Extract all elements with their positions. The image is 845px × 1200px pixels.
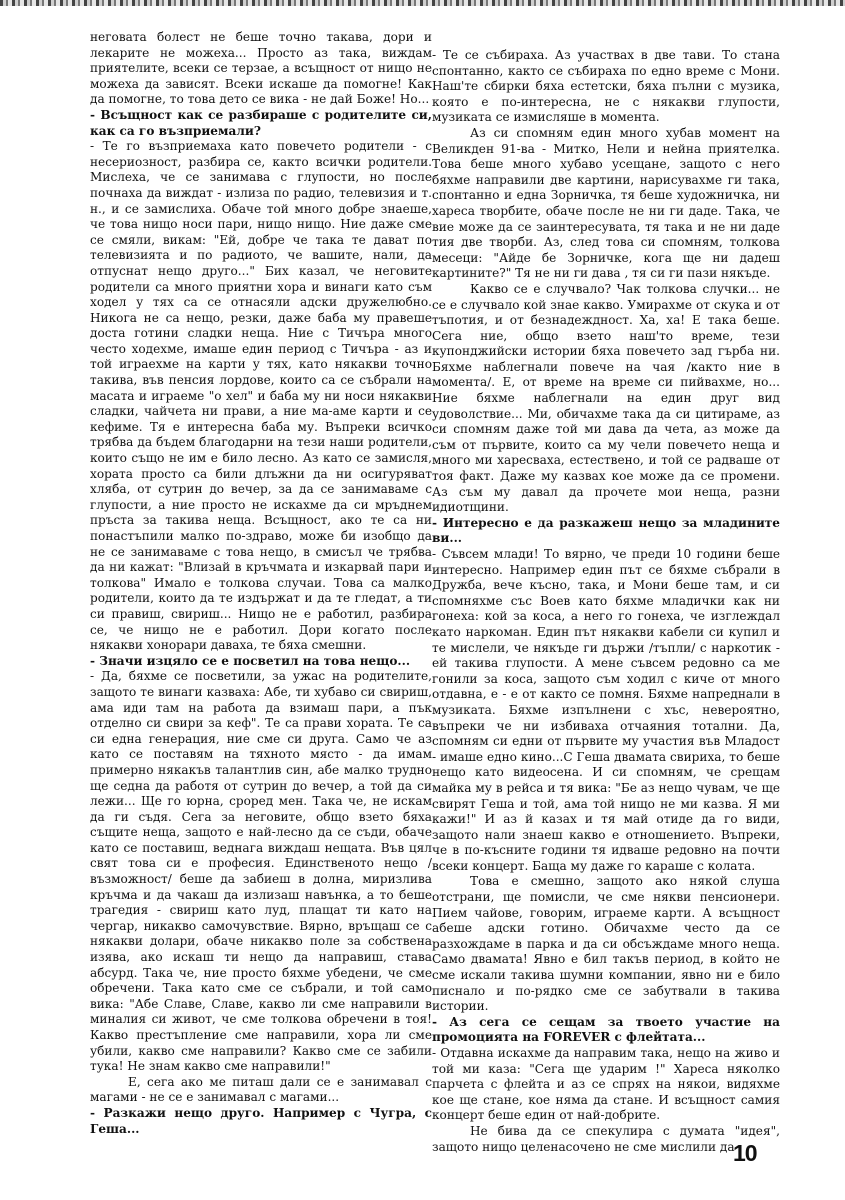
- answer-paragraph: Е, сега ако ме питаш дали се е занимавал с магами - не се е занимавал с магами...: [90, 1074, 432, 1105]
- interview-question: - Интересно е да разкажеш нещо за младините ви...: [432, 515, 780, 546]
- answer-paragraph: Какво се е случвало? Чак толкова случки... не се е случвало кой знае какво. Умирахме от скука и от тъпотия, и от безнадеждност. Ха, ха! Е така беше. Сега ние, общо взето наш'то време, тези купонджийски истории бяха повечето зад гърба ни. Бяхме наблегнали повече на чая /както ние в момента/. Е, от време на време си пийвахме, но... Ние бяхме наблегнали на един друг вид удоволствие... Ми, обичахме така да си цитираме, аз си спомням даже той ми дава да чета, аз може да съм от първите, които са му чели повечето неща и много ми харесваха, естествено, и той се радваше от тоя факт. Даже му казвах кое може да се промени. Аз съм му давал да прочете мои неща, разни идиотщини.: [432, 281, 780, 515]
- interview-question: - Аз сега се сещам за твоето участие на промоцията на FOREVER с флейтата...: [432, 1014, 780, 1045]
- answer-paragraph: - Да, бяхме се посветили, за ужас на родителите, защото те винаги казваха: Абе, ти хубаво си свириш, ама иди там на работа да взимаш пари, а пък отделно си свири за кеф". Те са прави хората. Те са си една генерация, ние сме си друга. Само че аз като се поставям на тяхното място - да имам примерно някакъв талантлив син, абе малко трудно ще седна да работя от сутрин до вечер, а той да си лежи... Ще го юрна, сроред мен. Така че, не искам да ги съдя. Сега за неговите, общо взето бяха същите неща, защото е най-лесно да се съди, обаче като се поставиш, веднага виждаш нещата. Във цял свят това си е професия. Единственото нещо /възможност/ беше да забиеш в долна, миризлива кръчма и да чакаш да излизаш навънка, а то беше трагедия - свириш като луд, плащат ти като на чергар, никакво самочувствие. Вярно, връщаш се с някакви долари, обаче никакво поле за собствена изява, ако искаш ти нещо да направиш, става абсурд. Така че, ние просто бяхме убедени, че сме обречени. Така като сме се събрали, и той само вика: "Абе Славе, Славе, какво ли сме направили в миналия си живот, че сме толкова обречени в тоя! Какво престъпление сме направили, хора ли сме убили, какво сме направили? Какво сме се забили тука! Не знам какво сме направили!": [90, 669, 432, 1074]
- left-text-column: [90, 30, 432, 1137]
- answer-paragraph: - Отдавна искахме да направим така, нещо на живо и той ми каза: "Сега ще ударим !" Хареса няколко парчета с флейта и аз се спрях на някои, видяхме кое ще стане, кое няма да стане. И всъщност самия концерт беше един от най-добрите.: [432, 1046, 780, 1123]
- scan-top-edge: [0, 0, 845, 6]
- interview-question: - Значи изцяло се е посветил на това нещо...: [90, 653, 411, 668]
- page-number: 10: [733, 1140, 757, 1166]
- right-text-column: [432, 48, 780, 1155]
- answer-paragraph: Не бива да се спекулира с думата "идея", защото нищо целенасочено не сме мислили да: [432, 1123, 780, 1154]
- answer-paragraph: - Те се събираха. Аз участвах в две тави. То стана спонтанно, както се събираха по едно време с Мони. Наш'те сбирки бяха естетски, бяха пълни с музика, която е по-интересна, не с някакви глупости, музиката се измисляше в момента.: [432, 48, 780, 125]
- answer-paragraph: неговата болест не беше точно такава, дори и лекарите не можеха... Просто аз така, виждам приятелите, всеки се терзае, а всъщност от нищо не можеха да зависят. Всеки искаше да помогне! Как да помогне, то това дето се вика - не дай Боже! Но...: [90, 30, 432, 107]
- answer-paragraph: - Те го възприемаха като повечето родители - с несериозност, разбира се, както всички родители. Мислеха, че се занимава с глупости, но после почнаха да виждат - излиза по радио, телевизия и т. н., и се замислиха. Обаче той много добре знаеше, че това нищо носи пари, нищо нищо. Ние даже сме се смяли, викам: "Ей, добре че така те дават по телевизията и по радиото, че вашите, нали, да отпуснат нещо друго..." Бих казал, че неговите родители са много приятни хора и винаги като съм ходел у тях са се отнасяли адски дружелюбно. Никога не са нещо, резки, даже баба му правеше доста готини сладки неща. Ние с Тичъра много често ходехме, имаше един период с Тичъра - аз и той играехме на карти у тях, като някакви точно такива, във пенсия лордове, които са се събрали на масата и играеме "о хел" и баба му ни носи някакви сладки, чайчета ни прави, а ние ма-аме карти и се кефиме. Тя е интересна баба му. Въпреки всичко трябва да бъдем благодарни на тези наши родители, които също не им е било лесно. Аз като се замисля, хората просто са били длъжни да ни осигуряват хляба, от сутрин до вечер, за да се занимаваме с глупости, а ние просто не искахме да си мръднем пръста за такива неща. Всъщност, ако те са ни понастъпили малко по-здраво, може би изобщо да не се занимаваме с това нещо, в смисъл че трябва да ни кажат: "Влизай в кръчмата и изкарвай пари и толкова" Имало е толкова случаи. Това са малко родители, които да те издържат и да те гледат, а ти си правиш, свириш... Нищо не е работил, разбира се, че нищо не е работил. Дори когато после някакви хонорари даваха, те бяха смешни.: [90, 139, 432, 653]
- answer-paragraph: - Съвсем млади! То вярно, че преди 10 години беше интересно. Например един път се бяхме събрали в Дружба, вече късно, така, и Мони беше там, и си спомняхме със Воев като бяхме младички как ни гонеха: кой за коса, а него го гонеха, че изглеждал като наркоман. Един път някакви кабели си купил и те мислели, че някъде ги държи /тъпли/ с наркотик - ей такива глупости. А мене съвсем редовно са ме гонили за коса, защото съм ходил с киче от много отдавна, е - е от както се помня. Бяхме напреднали в музиката. Бяхме изпълнени с хъс, невероятно, въпреки че ни избиваха отчаяния тотални. Да, спомням си едни от първите му участия във Младост - имаше едно кино...С Геша двамата свириха, то беше нещо като видеоcена. И си спомням, че срещам майка му в рейса и тя вика: "Бе аз нещо чувам, че ще свирят Геша и той, ама той нищо не ми казва. Я ми кажи!" И аз й казах и тя май отиде да го види, защото нали знаеш какво е отношението. Въпреки, че в по-късните години тя идваше редовно на почти всеки концерт. Баща му даже го караше с колата.: [432, 547, 780, 873]
- interview-question: - Разкажи нещо друго. Например с Чугра, с Геша...: [90, 1105, 432, 1136]
- interview-question: - Всъщност как се разбираше с родителите си, как са го възприемали?: [90, 107, 432, 138]
- answer-paragraph: Това е смешно, защото ако някой слуша отстрани, ще помисли, че сме някви пенсионери. Пием чайове, говорим, играеме карти. А всъщност абеше адски готино. Обичахме често да се разхождаме в парка и да си обсъждаме много неща. Само двамата! Явно е бил такъв период, в който не сме искали такива шумни компании, явно ни е било писнало и по-рядко сме се забутвали в такива истории.: [432, 874, 780, 1014]
- answer-paragraph: Аз си спомням един много хубав момент на Великден 91-ва - Митко, Нели и нейна приятелка. Това беше много хубаво усещане, защото с него бяхме направили две картини, нарисувахме ги така, спонтанно и една Зорничка, тя беше художничка, ни хареса творбите, обаче после не ни ги даде. Така, че виe може да се заинтересувата, тя така и не ни даде тия две творби. Аз, след това си спомням, толкова месеци: "Айде бе Зорничке, кога ще ни дадеш картините?" Тя не ни ги дава , тя си ги пази някъде.: [432, 125, 780, 281]
